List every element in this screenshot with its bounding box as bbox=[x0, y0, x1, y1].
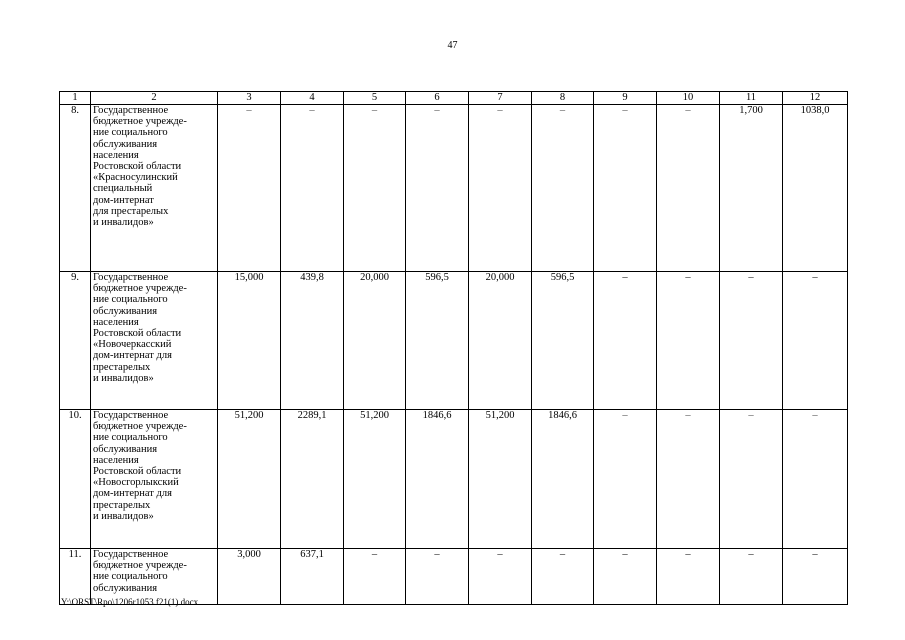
column-header: 6 bbox=[406, 92, 469, 105]
name-line: населения bbox=[93, 454, 139, 466]
name-line: обслуживания bbox=[93, 443, 158, 455]
name-line: бюджетное учрежде- bbox=[93, 283, 187, 295]
table-header-row bbox=[60, 92, 848, 105]
name-line: бюджетное учрежде- bbox=[93, 560, 187, 572]
cell-col11: – bbox=[720, 549, 783, 605]
row-number: 9. bbox=[60, 272, 91, 410]
cell-col11: 1,700 bbox=[720, 105, 783, 272]
name-line: «Новосгорлыкский bbox=[93, 477, 179, 489]
name-line: ние социального bbox=[93, 127, 168, 139]
table-row bbox=[60, 105, 848, 272]
column-header: 2 bbox=[91, 92, 218, 105]
cell-col6: 596,5 bbox=[406, 272, 469, 410]
name-line: Ростовской области bbox=[93, 161, 182, 173]
cell-col7: 20,000 bbox=[469, 272, 532, 410]
name-line: специальный bbox=[93, 183, 153, 195]
name-line: населения bbox=[93, 149, 139, 161]
cell-col8: 596,5 bbox=[532, 272, 594, 410]
name-line: обслуживания bbox=[93, 305, 158, 317]
column-header: 3 bbox=[218, 92, 281, 105]
cell-col5: 51,200 bbox=[344, 410, 406, 549]
name-line: и инвалидов» bbox=[93, 217, 154, 229]
table-row bbox=[60, 272, 848, 410]
page-number: 47 bbox=[447, 40, 458, 51]
cell-col12: – bbox=[783, 410, 848, 549]
cell-col8: – bbox=[532, 549, 594, 605]
cell-col6: 1846,6 bbox=[406, 410, 469, 549]
row-number: 8. bbox=[60, 105, 91, 272]
name-line: престарелых bbox=[93, 499, 151, 511]
column-header: 9 bbox=[594, 92, 657, 105]
cell-col3: 51,200 bbox=[218, 410, 281, 549]
cell-col6: – bbox=[406, 105, 469, 272]
column-header: 10 bbox=[657, 92, 720, 105]
name-line: ние социального bbox=[93, 294, 168, 306]
name-line: «Новочеркасский bbox=[93, 339, 172, 351]
cell-col10: – bbox=[657, 272, 720, 410]
cell-col7: – bbox=[469, 549, 532, 605]
name-line: обслуживания bbox=[93, 582, 158, 594]
name-line: бюджетное учрежде- bbox=[93, 421, 187, 433]
cell-col9: – bbox=[594, 272, 657, 410]
name-line: Государственное bbox=[93, 272, 169, 283]
name-line: Ростовской области bbox=[93, 328, 182, 340]
column-header: 1 bbox=[60, 92, 91, 105]
file-path-footer: Y:\ORST\Rpo\1206r1053.f21(1).docx bbox=[61, 597, 199, 607]
cell-col10: – bbox=[657, 549, 720, 605]
cell-col12: – bbox=[783, 272, 848, 410]
name-line: обслуживания bbox=[93, 138, 158, 150]
name-line: Государственное bbox=[93, 105, 169, 116]
name-line: дом-интернат для bbox=[93, 488, 172, 500]
cell-col10: – bbox=[657, 410, 720, 549]
institution-name bbox=[91, 272, 218, 410]
cell-col3: 3,000 bbox=[218, 549, 281, 605]
name-line: и инвалидов» bbox=[93, 510, 154, 522]
cell-col10: – bbox=[657, 105, 720, 272]
cell-col6: – bbox=[406, 549, 469, 605]
cell-col5: – bbox=[344, 105, 406, 272]
cell-col4: – bbox=[281, 105, 344, 272]
data-table bbox=[59, 91, 848, 605]
institution-name bbox=[91, 410, 218, 549]
cell-col4: 2289,1 bbox=[281, 410, 344, 549]
name-line: и инвалидов» bbox=[93, 372, 154, 384]
name-line: Государственное bbox=[93, 410, 169, 421]
name-line: ние социального bbox=[93, 571, 168, 583]
table-row bbox=[60, 410, 848, 549]
column-header: 4 bbox=[281, 92, 344, 105]
cell-col9: – bbox=[594, 410, 657, 549]
name-line: бюджетное учрежде- bbox=[93, 116, 187, 128]
column-header: 7 bbox=[469, 92, 532, 105]
cell-col5: 20,000 bbox=[344, 272, 406, 410]
cell-col12: 1038,0 bbox=[783, 105, 848, 272]
name-line: дом-интернат bbox=[93, 194, 154, 206]
name-line: ние социального bbox=[93, 432, 168, 444]
column-header: 12 bbox=[783, 92, 848, 105]
name-line: дом-интернат для bbox=[93, 350, 172, 362]
institution-name bbox=[91, 105, 218, 272]
column-header: 8 bbox=[532, 92, 594, 105]
name-line: «Красносулинский bbox=[93, 172, 178, 184]
cell-col11: – bbox=[720, 272, 783, 410]
cell-col3: – bbox=[218, 105, 281, 272]
column-header: 11 bbox=[720, 92, 783, 105]
cell-col5: – bbox=[344, 549, 406, 605]
cell-col3: 15,000 bbox=[218, 272, 281, 410]
cell-col8: – bbox=[532, 105, 594, 272]
cell-col7: 51,200 bbox=[469, 410, 532, 549]
cell-col9: – bbox=[594, 549, 657, 605]
row-number: 11. bbox=[60, 549, 91, 605]
cell-col7: – bbox=[469, 105, 532, 272]
cell-col11: – bbox=[720, 410, 783, 549]
cell-col8: 1846,6 bbox=[532, 410, 594, 549]
cell-col4: 439,8 bbox=[281, 272, 344, 410]
name-line: престарелых bbox=[93, 361, 151, 373]
name-line: для престарелых bbox=[93, 205, 169, 217]
cell-col9: – bbox=[594, 105, 657, 272]
name-line: населения bbox=[93, 316, 139, 328]
cell-col4: 637,1 bbox=[281, 549, 344, 605]
cell-col12: – bbox=[783, 549, 848, 605]
name-line: Государственное bbox=[93, 549, 169, 560]
column-header: 5 bbox=[344, 92, 406, 105]
name-line: Ростовской области bbox=[93, 466, 182, 478]
row-number: 10. bbox=[60, 410, 91, 549]
